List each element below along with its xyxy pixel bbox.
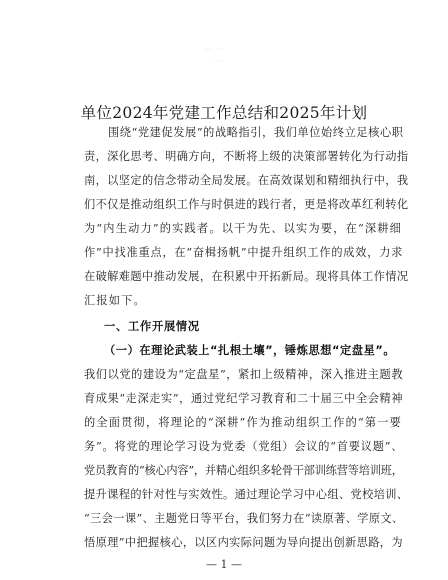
section-heading: 一、工作开展情况 [104,320,200,333]
subsection-heading: （一）在理论武装上“扎根土壤”，锤炼思想“定盘星”。 [104,344,396,357]
body-line: 务”。将党的理论学习设为党委（党组）会议的“首要议题”、 [84,440,404,453]
intro-line: 为“内生动力”的实践者。以干为先、以实为要，在“深耕细 [84,222,403,235]
intro-line: 在破解难题中推动发展，在积累中开拓新局。现将具体工作情况 [84,270,409,283]
body-line: “三会一课”、主题党日等平台，我们努力在“读原著、学原文、 [84,512,404,525]
intro-line: 南，以坚定的信念带动全局发展。在高效谋划和精细执行中，我 [84,174,409,187]
intro-line: 责，深化思考、明确方向，不断将上级的决策部署转化为行动指 [84,150,409,163]
document-title: 单位2024年党建工作总结和2025年计划 [80,104,368,122]
intro-line: 汇报如下。 [84,294,146,307]
intro-line: 作”中找准重点，在“奋楫扬帆”中提升组织工作的成效，力求 [84,246,404,259]
body-line: 我们以党的建设为“定盘星”，紧扣上级精神，深入推进主题教 [84,368,404,381]
body-line: 悟原理”中把握核心，以区内实际问题为导向提出创新思路，为 [84,536,403,549]
intro-line: 围绕“党建促发展”的战略指引，我们单位始终立足核心职 [108,126,404,139]
body-line: 提升课程的针对性与实效性。通过理论学习中心组、党校培训、 [84,488,409,501]
body-line: 的全面贯彻，将理论的“深耕”作为推动组织工作的“第一要 [84,416,403,429]
body-line: 党员教育的“核心内容”，并精心组织多轮骨干部训练营等培训班， [84,464,403,477]
page-number: — 1 — [206,558,242,571]
body-line: 育成果“走深走实”，通过党纪学习教育和二十届三中全会精神 [84,392,404,405]
intro-line: 们不仅是推动组织工作与时俱进的践行者，更是将改革红利转化 [84,198,409,211]
